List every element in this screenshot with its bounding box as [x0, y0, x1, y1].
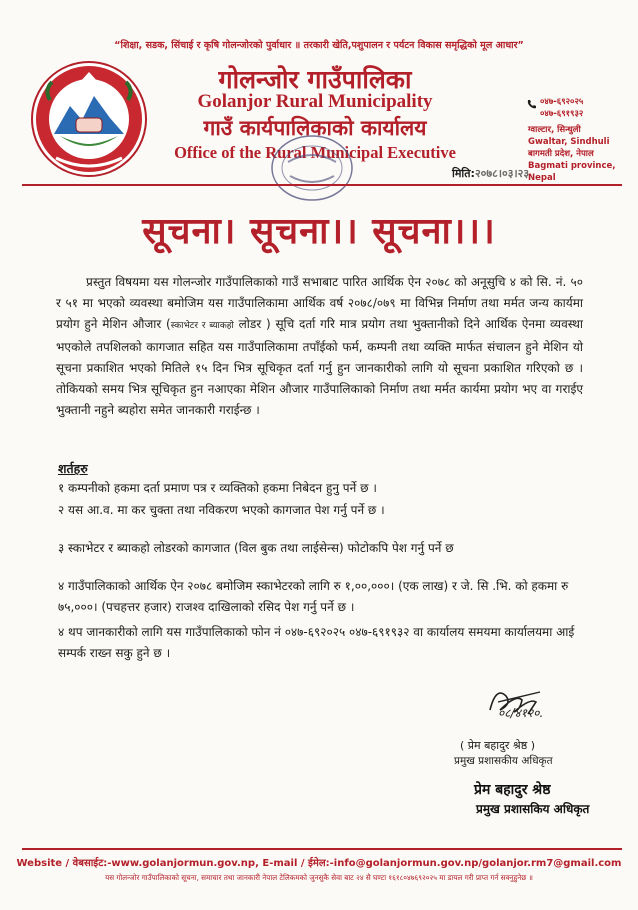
signature-date: ०८/४१२०. [498, 706, 544, 720]
phone-row [508, 96, 634, 120]
notice-heading: सूचना। सूचना।। सूचना।।। [142, 211, 496, 252]
signatory-post: प्रमुख प्रशासकीय अधिकृत [454, 755, 553, 767]
notice-paragraph [56, 272, 583, 421]
notice-date [452, 166, 602, 181]
condition-item: ३ स्काभेटर र ब्याकहो लोडरको कागजात (विल बुक तथा लाईसेन्स) फोटोकपि पेश गर्नु पर्ने छ [58, 541, 454, 555]
signatory-stamp-post: प्रमुख प्रशासकिय अधिकृत [476, 802, 590, 816]
condition-item: २ यस आ.व. मा कर चुक्ता तथा नविकरण भएको कागजात पेश गर्नु पर्ने छ । [58, 503, 385, 517]
province-nepali: बागमती प्रदेश, नेपाल [528, 149, 594, 159]
condition-item: १ कम्पनीको हकमा दर्ता प्रमाण पत्र र व्यक्तिको हकमा निबेदन हुनु पर्ने छ । [58, 481, 377, 495]
signatory-stamp-name: प्रेम बहादुर श्रेष्ठ [474, 782, 551, 798]
nepal-emblem-icon [30, 60, 148, 178]
municipality-title-english: Golanjor Rural Municipality [197, 91, 433, 112]
phone-number-2: ०४७-६९१९३२ [540, 109, 584, 119]
address-nepali: ग्वाल्टार, सिन्धुली [528, 125, 581, 135]
condition-item: ४ थप जानकारीको लागि यस गाउँपालिकाको फोन नं ०४७-६९२०२५ ०४७-६९१९३२ वा कार्यालय समयमा कार्यालयमा आई सम्पर्क राख्न सकु हुने छ । [58, 625, 575, 660]
header-divider [22, 184, 622, 186]
paragraph-text-2: लोडर ) सूचि दर्ता गरि मात्र प्रयोग तथा भुक्तानीको दिने आर्थिक ऐनमा व्यवस्था भएकोले तपशिलको कागजात सहित यस गाउँपालिकामा तपाँईको फर्म, कम्पनी तथा व्यक्ति मार्फत संचालन हुने मेशिन यो सूचना प्रकाशित भएको मितिले १५ दिन भित्र सूचिकृत दर्ता गर्नु हुन जानकारीको लागि यो सूचना प्रकाशित गरिएको छ । तोकियको समय भित्र सूचिकृत हुन नआएका मेशिन औजार गाउँपालिकाको निर्माण तथा मर्मत कार्यमा प्रयोग भए वा गराईए भुक्तानी नहुने ब्यहोरा समेत जानकारी गराईन्छ । [56, 317, 583, 417]
office-stamp-icon [268, 132, 356, 204]
municipality-title-nepali: गोलन्जोर गाउँपालिका [218, 65, 412, 94]
footer-info-line: यस गोलन्जोर गाउँपालिकाको सूचना, समाचार तथा जानकारी नेपाल टेलिकमको जुनसुकै सेवा बाट २४ सै घण्टा १६१८०४७६९२०२५ मा डायल गरी प्राप्त गर्न सक्नुहुनेछ ॥ [105, 873, 533, 882]
date-value: २०७८।०३।२३ [474, 167, 530, 180]
province-english: Bagmati province, Nepal [528, 161, 616, 183]
phone-icon [526, 98, 538, 110]
notice-body [56, 272, 583, 421]
office-title-english: Office of the Rural Municipal Executive [174, 143, 456, 162]
paragraph-machine-types: स्काभेटर र ब्याकहो [170, 321, 234, 331]
conditions-title: शर्तहरु [58, 461, 88, 476]
condition-item: ४ गाउँपालिकाको आर्थिक ऐन २०७८ बमोजिम स्काभेटरको लागि रु १,००,०००। (एक लाख) र जे. सि .भि. को हकमा रु ७५,०००। (पचहत्तर हजार) राजश्व दाखिलाको रसिद पेश गर्नु पर्ने छ । [58, 579, 569, 614]
header-motto: “शिक्षा, सडक, सिंचाई र कृषि गोलन्जोरको पुर्वाधार ॥ तरकारी खेति,पशुपालन र पर्यटन विकास समृद्धिको मूल आधार” [114, 40, 524, 51]
signatory-name: ( प्रेम बहादुर श्रेष्ठ ) [460, 739, 535, 752]
phone-number-1: ०४७-६९२०२५ [540, 97, 584, 107]
address-english: Gwaltar, Sindhuli [528, 137, 610, 147]
footer-web-email: Website / वेबसाईट:-www.golanjormun.gov.np, E-mail / ईमेल:-info@golanjormun.gov.np/golanjor.rm7@gmail.com [16, 858, 622, 869]
office-title-nepali: गाउँ कार्यपालिकाको कार्यालय [203, 116, 427, 140]
date-label: मिति: [452, 167, 475, 180]
paragraph-text-1: प्रस्तुत विषयमा यस गोलन्जोर गाउँपालिकाको गाउँ सभाबाट पारित आर्थिक ऐन २०७८ को अनूसुचि ४ को सि. नं. ५० र ५१ मा भएको व्यवस्था बमोजिम यस गाउँपालिकामा आर्थिक वर्ष २०७८/०७९ मा विभिन्न निर्माण तथा मर्मत जन्य कार्यमा प्रयोग हुने मेशिन औजार ( [56, 275, 583, 331]
footer-divider [22, 848, 622, 850]
